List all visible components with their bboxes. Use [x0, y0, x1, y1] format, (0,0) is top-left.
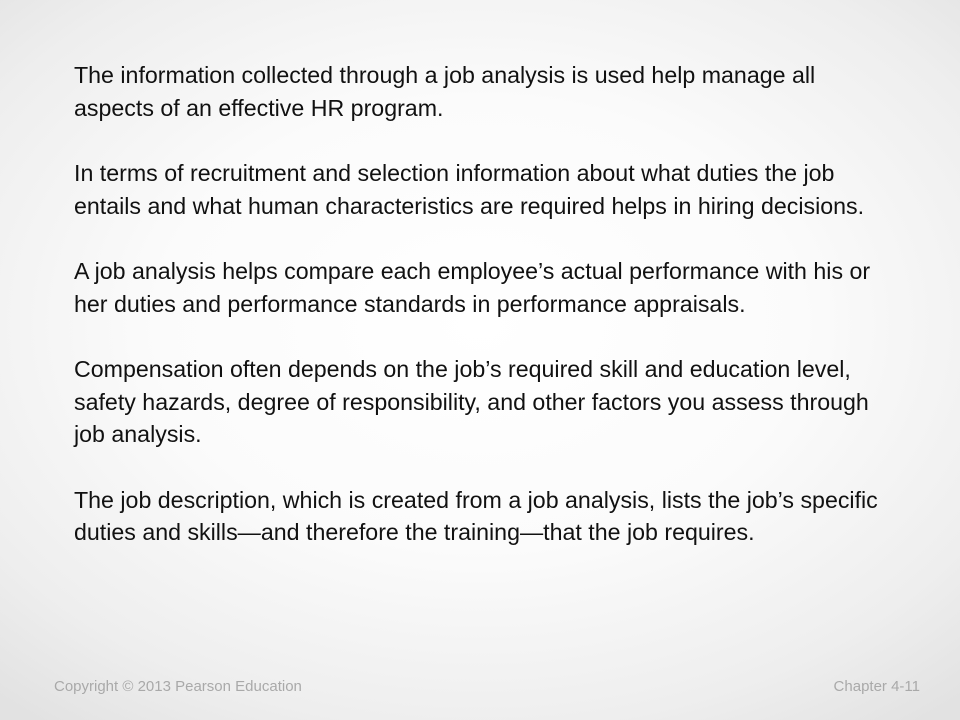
- slide-body: [74, 59, 884, 549]
- paragraph-recruitment-selection: In terms of recruitment and selection information about what duties the job entails and what human characteristics are required helps in hiring decisions.: [74, 160, 865, 219]
- paragraph-performance-appraisals: A job analysis helps compare each employee’s actual performance with his or her duties and performance standards in performance appraisals.: [74, 258, 871, 317]
- copyright-footer: Copyright © 2013 Pearson Education: [54, 678, 302, 695]
- chapter-page-number: Chapter 4-11: [833, 678, 920, 695]
- paragraph-compensation: Compensation often depends on the job’s required skill and education level, safety hazards, degree of responsibility, and other factors you assess through job analysis.: [74, 356, 869, 447]
- paragraph-job-analysis-purpose: The information collected through a job analysis is used help manage all aspects of an effective HR program.: [74, 62, 816, 121]
- paragraph-training: The job description, which is created from a job analysis, lists the job’s specific duties and skills—and therefore the training—that the job requires.: [74, 486, 878, 545]
